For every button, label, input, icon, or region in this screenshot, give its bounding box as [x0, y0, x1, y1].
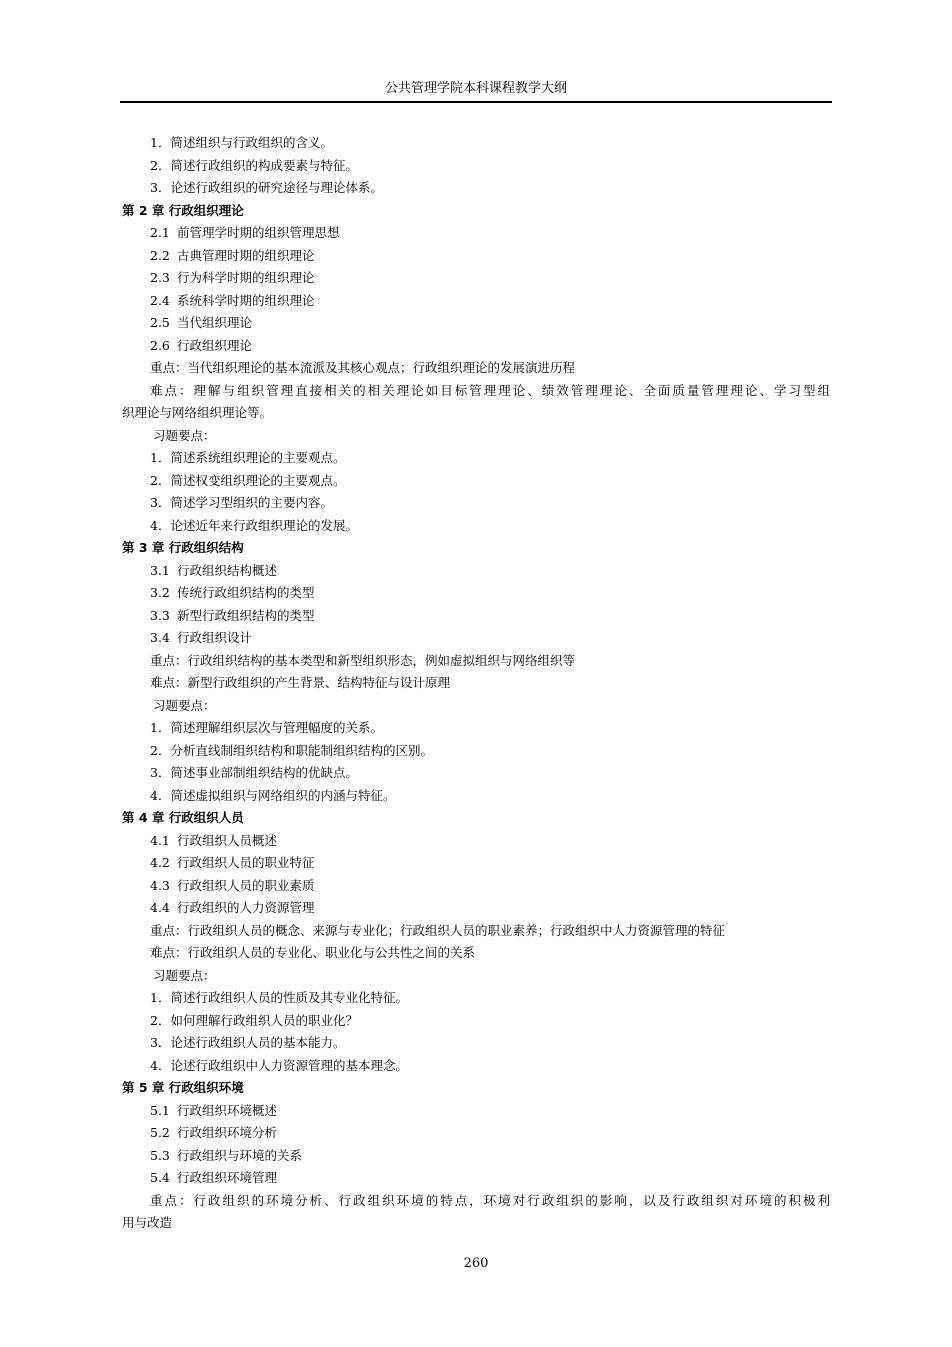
exercise-item: 2．如何理解行政组织人员的职业化？: [150, 1012, 358, 1028]
section-number: 5.3: [150, 1147, 170, 1163]
key-points: 重点：行政组织结构的基本类型和新型组织形态，例如虚拟组织与网络组织等: [150, 652, 576, 668]
section-item: [0, 830, 952, 853]
section-number: 4.1: [150, 832, 170, 848]
section-number: 2.2: [150, 247, 170, 263]
section-text: 行政组织结构概述: [177, 562, 278, 578]
section-number: 3.4: [150, 630, 170, 645]
section-item: [0, 290, 952, 313]
section-item: [0, 1167, 952, 1190]
section-item: [0, 267, 952, 290]
section-item: [0, 627, 952, 650]
section-item: [0, 852, 952, 875]
section-number: 4.4: [150, 900, 170, 915]
page-header-title: 公共管理学院本科课程教学大纲: [384, 81, 567, 96]
section-number: 2.3: [150, 270, 170, 285]
key-points: 重点：行政组织的环境分析、行政组织环境的特点，环境对行政组织的影响，以及行政组织对环境的积极利: [150, 1192, 830, 1208]
exercise-item: 3．简述事业部制组织结构的优缺点。: [150, 765, 358, 780]
section-text: 行政组织环境分析: [177, 1125, 278, 1140]
section-number: 2.4: [150, 292, 170, 308]
section-number: 5.2: [150, 1125, 170, 1140]
section-text: 行政组织理论: [177, 337, 253, 353]
section-number: 3.2: [150, 585, 170, 600]
section-number: 3.1: [150, 562, 170, 578]
chapter-3-title: 第 3 章 行政组织结构: [122, 540, 244, 555]
section-text: 新型行政组织结构的类型: [177, 607, 315, 623]
exercise-item: 4．论述近年来行政组织理论的发展。: [150, 517, 358, 533]
page-number: 260: [463, 1256, 489, 1271]
exercise-item: 4．简述虚拟组织与网络组织的内涵与特征。: [150, 787, 396, 803]
section-item: [0, 335, 952, 358]
section-text: 传统行政组织结构的类型: [177, 585, 315, 600]
section-text: 行政组织与环境的关系: [177, 1147, 303, 1163]
section-number: 4.3: [150, 877, 170, 893]
exercise-item: 3．简述学习型组织的主要内容。: [150, 495, 333, 510]
intro-question: 2．简述行政组织的构成要素与特征。: [150, 157, 358, 173]
section-text: 前管理学时期的组织管理思想: [177, 225, 340, 240]
section-text: 行为科学时期的组织理论: [177, 270, 315, 285]
section-number: 2.6: [150, 337, 170, 353]
difficulty-points: 难点：新型行政组织的产生背景、结构特征与设计原理: [150, 675, 451, 690]
exercise-item: 3．论述行政组织人员的基本能力。: [150, 1035, 346, 1050]
difficulty-points: 难点：行政组织人员的专业化、职业化与公共性之间的关系: [150, 945, 476, 960]
difficulty-points-continued: 织理论与网络组织理论等。: [122, 405, 273, 420]
section-number: 5.1: [150, 1102, 170, 1118]
section-item: [0, 1122, 952, 1145]
section-item: [0, 875, 952, 898]
section-item: [0, 605, 952, 628]
section-text: 行政组织设计: [177, 630, 253, 645]
exercise-item: 2．简述权变组织理论的主要观点。: [150, 472, 346, 488]
section-text: 行政组织环境概述: [177, 1102, 278, 1118]
exercise-item: 2．分析直线制组织结构和职能制组织结构的区别。: [150, 742, 433, 758]
section-item: [0, 222, 952, 245]
section-item: [0, 560, 952, 583]
section-item: [0, 245, 952, 268]
section-text: 行政组织的人力资源管理: [177, 900, 315, 915]
difficulty-points: 难点：理解与组织管理直接相关的相关理论如目标管理理论、绩效管理理论、全面质量管理理论、学习型组: [150, 382, 830, 398]
chapter-4-title: 第 4 章 行政组织人员: [122, 810, 244, 825]
exercise-label: 习题要点：: [153, 427, 216, 443]
exercise-label: 习题要点：: [153, 697, 216, 713]
section-number: 3.3: [150, 607, 170, 623]
section-number: 2.5: [150, 315, 170, 330]
section-text: 行政组织环境管理: [177, 1170, 278, 1185]
chapter-2-title: 第 2 章 行政组织理论: [122, 202, 244, 218]
section-item: [0, 582, 952, 605]
section-text: 系统科学时期的组织理论: [177, 292, 315, 308]
exercise-item: 1．简述行政组织人员的性质及其专业化特征。: [150, 990, 408, 1005]
exercise-label: 习题要点：: [153, 967, 216, 983]
key-points: 重点：当代组织理论的基本流派及其核心观点；行政组织理论的发展演进历程: [150, 360, 576, 375]
section-item: [0, 312, 952, 335]
page-content: [0, 132, 952, 1235]
key-points: 重点：行政组织人员的概念、来源与专业化；行政组织人员的职业素养；行政组织中人力资源管理的特征: [150, 922, 726, 938]
section-number: 5.4: [150, 1170, 170, 1185]
section-text: 古典管理时期的组织理论: [177, 247, 315, 263]
section-number: 2.1: [150, 225, 170, 240]
chapter-5-title: 第 5 章 行政组织环境: [122, 1080, 244, 1095]
section-item: [0, 897, 952, 920]
section-text: 行政组织人员的职业素质: [177, 877, 315, 893]
section-text: 行政组织人员概述: [177, 832, 278, 848]
intro-question: 1．简述组织与行政组织的含义。: [150, 135, 333, 150]
section-item: [0, 1145, 952, 1168]
section-text: 行政组织人员的职业特征: [177, 855, 315, 870]
section-item: [0, 1100, 952, 1123]
section-text: 当代组织理论: [177, 315, 253, 330]
intro-question: 3．论述行政组织的研究途径与理论体系。: [150, 180, 383, 195]
key-points-continued: 用与改造: [122, 1215, 173, 1230]
exercise-item: 1．简述系统组织理论的主要观点。: [150, 450, 346, 465]
section-number: 4.2: [150, 855, 170, 870]
exercise-item: 4．论述行政组织中人力资源管理的基本理念。: [150, 1057, 408, 1073]
exercise-item: 1．简述理解组织层次与管理幅度的关系。: [150, 720, 383, 735]
header-rule: [120, 101, 832, 103]
